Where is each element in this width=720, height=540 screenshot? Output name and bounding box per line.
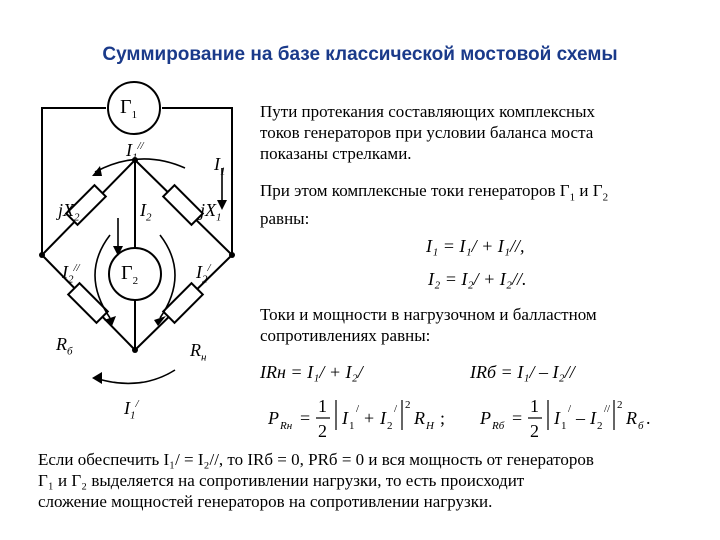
svg-text:2: 2 (530, 421, 539, 441)
svg-text:+: + (364, 408, 375, 428)
equation-i2: I₂ = I₂/ + I₂//. (428, 269, 527, 289)
paragraph-current-paths: Пути протекания составляющих комплексных токов генераторов при условии баланса моста показаны стрелками. (260, 102, 596, 163)
svg-text:1: 1 (530, 396, 539, 416)
svg-text:1: 1 (318, 396, 327, 416)
label-i1-dbl: $I_1^{//}$ (126, 140, 144, 164)
formula-p-rn-symbol: P (268, 408, 279, 428)
label-rn: $R_н$ (190, 340, 207, 364)
label-i2-dbl: $I_2^{//}$ (62, 262, 80, 286)
equation-i-rn: IRн = I₁/ + I₂/ (260, 362, 363, 382)
svg-text:1: 1 (561, 420, 567, 432)
svg-text:I: I (380, 408, 386, 428)
label-jx1: $jX_1$ (200, 200, 222, 224)
label-i2-prime: $I_2^/$ (196, 262, 211, 286)
svg-text:–: – (576, 408, 585, 428)
svg-text://: // (604, 403, 611, 415)
svg-text:2: 2 (318, 421, 327, 441)
generator-1-label: $Г_1$ (120, 96, 138, 121)
svg-text:I: I (590, 408, 596, 428)
page-title: Суммирование на базе классической мостовой схемы (102, 44, 618, 65)
svg-text:/: / (568, 403, 572, 415)
svg-text:R: R (414, 408, 425, 428)
generator-2-label: $Г_2$ (121, 262, 139, 287)
label-i2: $I_2$ (140, 200, 152, 224)
svg-text:I: I (554, 408, 560, 428)
label-i1: $I_1$ (214, 154, 226, 178)
svg-text:.: . (646, 408, 651, 428)
paragraph-load-ballast: Токи и мощности в нагрузочном и балластном сопротивлениях равны: (260, 305, 597, 345)
label-i1-prime: $I_1^/$ (124, 398, 139, 422)
equation-i1: I₁ = I₁/ + I₁//, (426, 236, 525, 256)
svg-text:2: 2 (617, 399, 623, 411)
paragraph-generator-currents: При этом комплексные токи генераторов $Г_1$ и $Г_2$ равны: (260, 181, 609, 229)
svg-text:=: = (300, 408, 311, 428)
svg-text:1: 1 (349, 420, 355, 432)
svg-text:/: / (394, 403, 398, 415)
svg-text:2: 2 (405, 399, 411, 411)
label-rb: $R_б$ (56, 334, 73, 358)
equation-i-rb: IRб = I₁/ – I₂// (470, 362, 575, 382)
svg-text:I: I (342, 408, 348, 428)
svg-text:=: = (512, 408, 523, 428)
svg-text:H: H (426, 420, 434, 432)
label-jx2: $jX_2$ (58, 200, 80, 224)
formula-p-rb-symbol: P (480, 408, 491, 428)
svg-text:2: 2 (387, 420, 393, 432)
svg-text:2: 2 (597, 420, 603, 432)
svg-text:/: / (356, 403, 360, 415)
svg-text:;: ; (440, 408, 446, 428)
svg-text:R: R (626, 408, 637, 428)
paragraph-conclusion: Если обеспечить I₁/ = I₂//, то IRб = 0, PRб = 0 и вся мощность от генераторов Г₁ и Г₂ выделяется на сопротивлении нагрузки, то есть происходит сложение мощностей генераторов на сопротивлении нагрузки. (38, 450, 594, 511)
svg-text:б: б (638, 420, 644, 432)
svg-text:Rн: Rн (280, 420, 293, 432)
svg-text:Rб: Rб (492, 420, 505, 432)
